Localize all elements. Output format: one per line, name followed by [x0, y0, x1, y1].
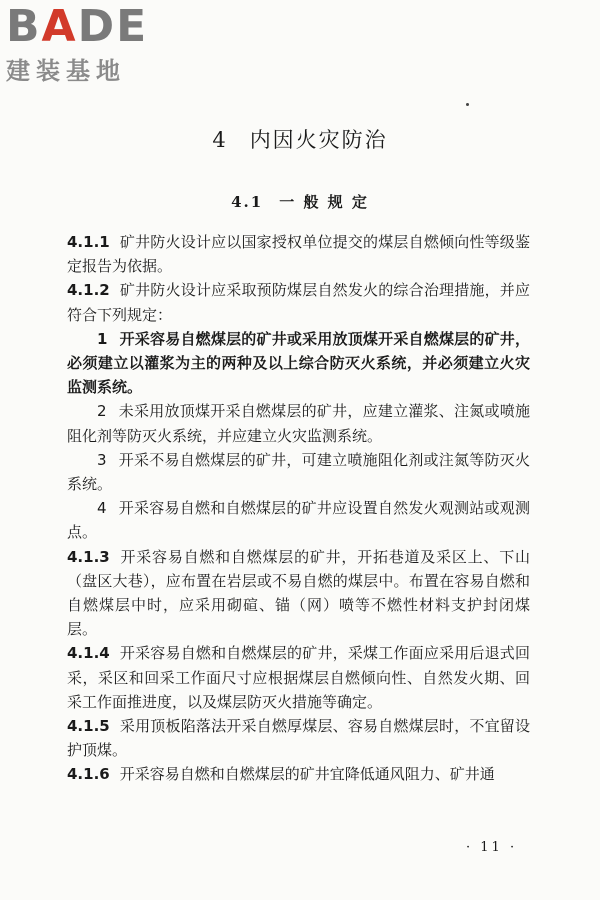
clause-text: 开采容易自燃和自燃煤层的矿井，开拓巷道及采区上、下山（盘区大巷），应布置在岩层或不易自燃的煤层中。布置在容易自燃和自燃煤层中时，应采用砌碹、锚（网）喷等不燃性材料支护封闭煤层。 — [67, 547, 530, 639]
clause-text: 采用顶板陷落法开采自燃厚煤层、容易自燃煤层时，不宜留设护顶煤。 — [67, 717, 530, 760]
logo-letter: B — [6, 1, 42, 52]
chapter-heading — [0, 124, 600, 154]
scan-dot — [466, 103, 469, 106]
clause-text: 开采容易自燃和自燃煤层的矿井，采煤工作面应采用后退式回采，采区和回采工作面尺寸应根据煤层自燃倾向性、自然发火期、回采工作面推进度，以及煤层防灭火措施等确定。 — [67, 644, 530, 711]
logo-letter-accent: A — [41, 1, 78, 52]
logo-wordmark — [6, 1, 176, 52]
chapter-number: 4 — [212, 128, 228, 152]
section-title: 一 般 规 定 — [279, 193, 369, 211]
clause-text: 开采容易自燃和自燃煤层的矿井宜降低通风阻力、矿井通 — [119, 765, 495, 784]
page-number: · 11 · — [466, 840, 518, 855]
section-number: 4.1 — [231, 193, 264, 211]
item-text: 开采不易自燃煤层的矿井，可建立喷施阻化剂或注氮等防灭火系统。 — [67, 450, 530, 494]
clause-number: 4.1.5 — [67, 717, 110, 736]
clause-4-1-2 — [67, 278, 530, 326]
item-text: 未采用放顶煤开采自燃煤层的矿井，应建立灌浆、注氮或喷施阻化剂等防灭火系统，并应建立火灾监测系统。 — [67, 402, 530, 445]
logo-subtitle: 建装基地 — [6, 57, 126, 85]
clause-number: 4.1.4 — [67, 644, 110, 663]
item-number: 4 — [97, 499, 107, 518]
clause-4-1-4 — [67, 641, 530, 714]
section-heading — [0, 191, 600, 212]
clause-number: 4.1.3 — [67, 547, 110, 566]
clause-number: 4.1.6 — [67, 765, 110, 784]
brand-logo — [6, 1, 176, 86]
item-text: 开采容易自燃煤层的矿井或采用放顶煤开采自燃煤层的矿井，必须建立以灌浆为主的两种及以上综合防灭火系统，并必须建立火灾监测系统。 — [67, 329, 530, 397]
chapter-title: 内因火灾防治 — [249, 128, 388, 152]
clause-4-1-1 — [67, 230, 530, 278]
list-item-3 — [67, 448, 530, 496]
document-body — [67, 230, 530, 787]
list-item-1 — [67, 327, 530, 400]
list-item-4 — [67, 496, 530, 544]
list-item-2 — [67, 399, 530, 447]
clause-text: 矿井防火设计应采取预防煤层自然发火的综合治理措施，并应符合下列规定： — [67, 281, 530, 324]
item-number: 3 — [97, 450, 107, 469]
clause-4-1-6 — [67, 762, 530, 786]
item-number: 1 — [97, 329, 108, 348]
logo-letter: DE — [77, 1, 149, 52]
clause-4-1-3 — [67, 545, 530, 642]
clause-text: 矿井防火设计应以国家授权单位提交的煤层自燃倾向性等级鉴定报告为依据。 — [67, 233, 530, 276]
clause-4-1-5 — [67, 714, 530, 762]
clause-number: 4.1.1 — [67, 233, 110, 251]
item-number: 2 — [97, 402, 107, 421]
clause-number: 4.1.2 — [67, 281, 110, 300]
item-text: 开采容易自燃和自燃煤层的矿井应设置自然发火观测站或观测点。 — [67, 499, 530, 542]
